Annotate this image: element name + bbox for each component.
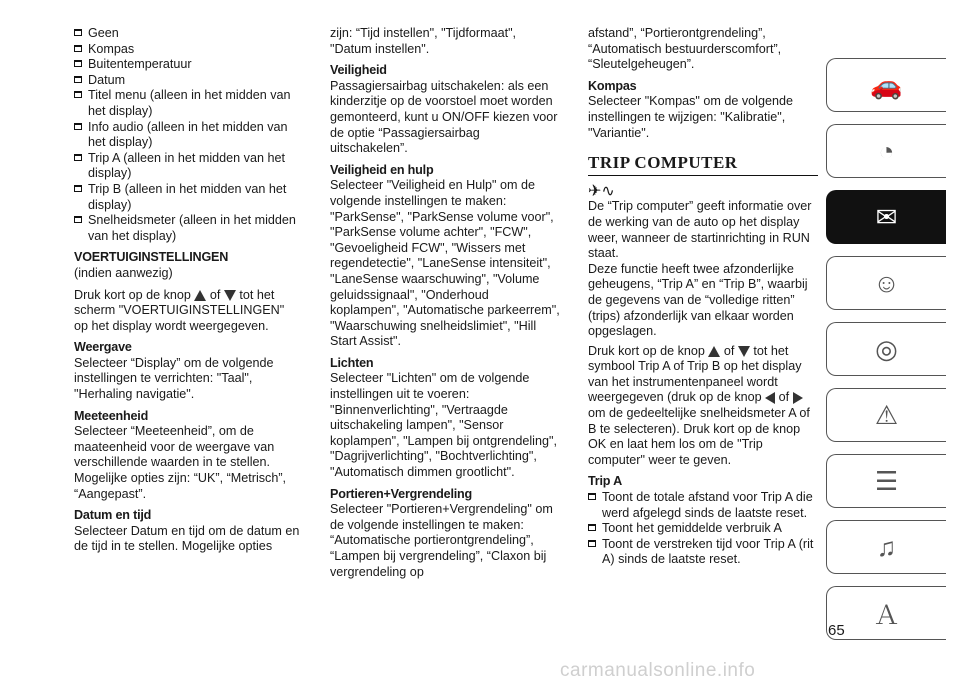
paragraph: zijn: “Tijd instellen", "Tijdformaat", "Datum instellen". xyxy=(330,26,517,56)
list-item: Kompas xyxy=(74,42,300,58)
car-info-icon[interactable]: 🚗 xyxy=(826,58,946,112)
paragraph: Selecteer Datum en tijd om de datum en de tijd in te stellen. Mogelijke opties xyxy=(74,523,300,554)
paragraph: Selecteer "Portieren+Vergrendeling" om de volgende instellingen te maken: “Automatische portierontgrendeling”, “Lampen bij vergrendeling”, “Claxon bij vergrendeling op xyxy=(330,502,553,579)
list-item: Datum xyxy=(74,73,300,89)
list-item: Toont de verstreken tijd voor Trip A (rit A) sinds de laatste reset. xyxy=(588,537,818,568)
heading: Veiligheid en hulp xyxy=(330,162,434,177)
arrow-down-icon xyxy=(224,290,236,301)
safety-icon[interactable]: ☺ xyxy=(826,256,946,310)
warning-lights-icon[interactable]: ✉ xyxy=(826,190,946,244)
chapter-tabs xyxy=(826,58,946,652)
paragraph: Druk kort op de knop of tot het scherm "VOERTUIGINSTELLINGEN" op het display wordt weergegeven. xyxy=(74,287,285,333)
heading: Veiligheid xyxy=(330,63,387,78)
heading-subtitle: (indien aanwezig) xyxy=(74,265,173,280)
section-title: TRIP COMPUTER xyxy=(588,155,818,176)
list-item: Snelheidsmeter (alleen in het midden van het display) xyxy=(74,213,300,244)
page-number: 65 xyxy=(828,622,845,639)
paragraph: Druk kort op de knop of tot het symbool Trip A of Trip B op het display van het instrumentenpaneel wordt weergegeven (druk op de knop of om de gedeeltelijke snelheidsmeter A of B te selecteren). Druk kort op de knop OK en laat hem los om de "Trip computer" weer te geven. xyxy=(588,343,810,467)
multimedia-icon[interactable]: ♫ xyxy=(826,520,946,574)
index-icon[interactable]: Ａ xyxy=(826,586,946,640)
column-right xyxy=(588,26,818,568)
paragraph: De “Trip computer” geeft informatie over de werking van de auto op het display weer, wanneer de startinrichting in RUN staat. xyxy=(588,199,812,261)
heading: Portieren+Vergrendeling xyxy=(330,486,473,501)
paragraph: Selecteer “Meeteenheid”, om de maateenheid voor de weergave van verschillende waarden in te stellen. Mogelijke opties zijn: “UK”, “Metrisch”, “Aangepast”. xyxy=(74,424,287,501)
heading: Meeteenheid xyxy=(74,408,149,423)
trip-computer-icon: ✈∿ xyxy=(588,182,615,200)
list-item: Buitentemperatuur xyxy=(74,57,300,73)
watermark: carmanualsonline.info xyxy=(560,660,756,681)
paragraph: Selecteer "Lichten" om de volgende instellingen uit te voeren: "Binnenverlichting", "Vertraagde uitschakeling lampen", "Sensor koplampen", "Lampen bij ontgrendeling", "Dagrijverlichting", "Bochtverlichting", "Automatisch dimmen grootlicht". xyxy=(330,371,557,480)
arrow-up-icon xyxy=(194,290,206,301)
arrow-right-icon xyxy=(793,392,803,404)
dashboard-icon[interactable]: ◔ xyxy=(826,124,946,178)
heading: Trip A xyxy=(588,474,623,489)
list-item: Trip B (alleen in het midden van het display) xyxy=(74,182,300,213)
arrow-up-icon xyxy=(708,346,720,357)
heading-vehicle-settings: VOERTUIGINSTELLINGEN xyxy=(74,250,229,265)
arrow-left-icon xyxy=(765,392,775,404)
column-left xyxy=(74,26,300,555)
arrow-down-icon xyxy=(738,346,750,357)
list-item: Titel menu (alleen in het midden van het display) xyxy=(74,88,300,119)
list-item: Toont het gemiddelde verbruik A xyxy=(588,521,818,537)
paragraph: Selecteer "Veiligheid en Hulp" om de volgende instellingen te maken: "ParkSense", "ParkSense volume voor", "ParkSense volume achter", "FCW", "Gevoeligheid FCW", "Wissers met regendetectie", "LaneSense intensiteit", "LaneSense waarschuwing", "Volume geluidssignaal", "Onderhoud koplampen", "Automatische parkeerrem", "Waarschuwing snelheidslimiet", "Hill Start Assist". xyxy=(330,178,560,349)
list-item: Toont de totale afstand voor Trip A die werd afgelegd sinds de laatste reset. xyxy=(588,490,818,521)
paragraph: Passagiersairbag uitschakelen: als een kinderzitje op de voorstoel moet worden gemonteerd, kunt u ON/OFF kiezen voor de optie “Passagiersairbag uitschakelen”. xyxy=(330,78,558,156)
driving-icon[interactable]: ◎ xyxy=(826,322,946,376)
list-item: Info audio (alleen in het midden van het display) xyxy=(74,120,300,151)
maintenance-icon[interactable]: ☰ xyxy=(826,454,946,508)
heading: Weergave xyxy=(74,340,132,355)
paragraph: afstand”, “Portierontgrendeling”, “Automatisch bestuurderscomfort”, “Sleutelgeheugen”. xyxy=(588,26,782,72)
paragraph: Selecteer “Display” om de volgende instellingen te verrichten: "Taal", "Herhaling navigatie". xyxy=(74,355,274,402)
paragraph: Selecteer "Kompas" om de volgende instellingen te wijzigen: "Kalibratie", "Variantie". xyxy=(588,94,793,140)
paragraph: Deze functie heeft twee afzonderlijke geheugens, “Trip A” en “Trip B”, waarbij de gegevens van de “volledige ritten” (trips) afzonderlijk van elkaar worden opgeslagen. xyxy=(588,261,808,339)
emergency-icon[interactable]: ⚠ xyxy=(826,388,946,442)
heading: Lichten xyxy=(330,355,374,370)
heading: Kompas xyxy=(588,78,637,93)
list-item: Geen xyxy=(74,26,300,42)
heading: Datum en tijd xyxy=(74,508,152,523)
list-item: Trip A (alleen in het midden van het display) xyxy=(74,151,300,182)
column-middle xyxy=(330,26,560,580)
